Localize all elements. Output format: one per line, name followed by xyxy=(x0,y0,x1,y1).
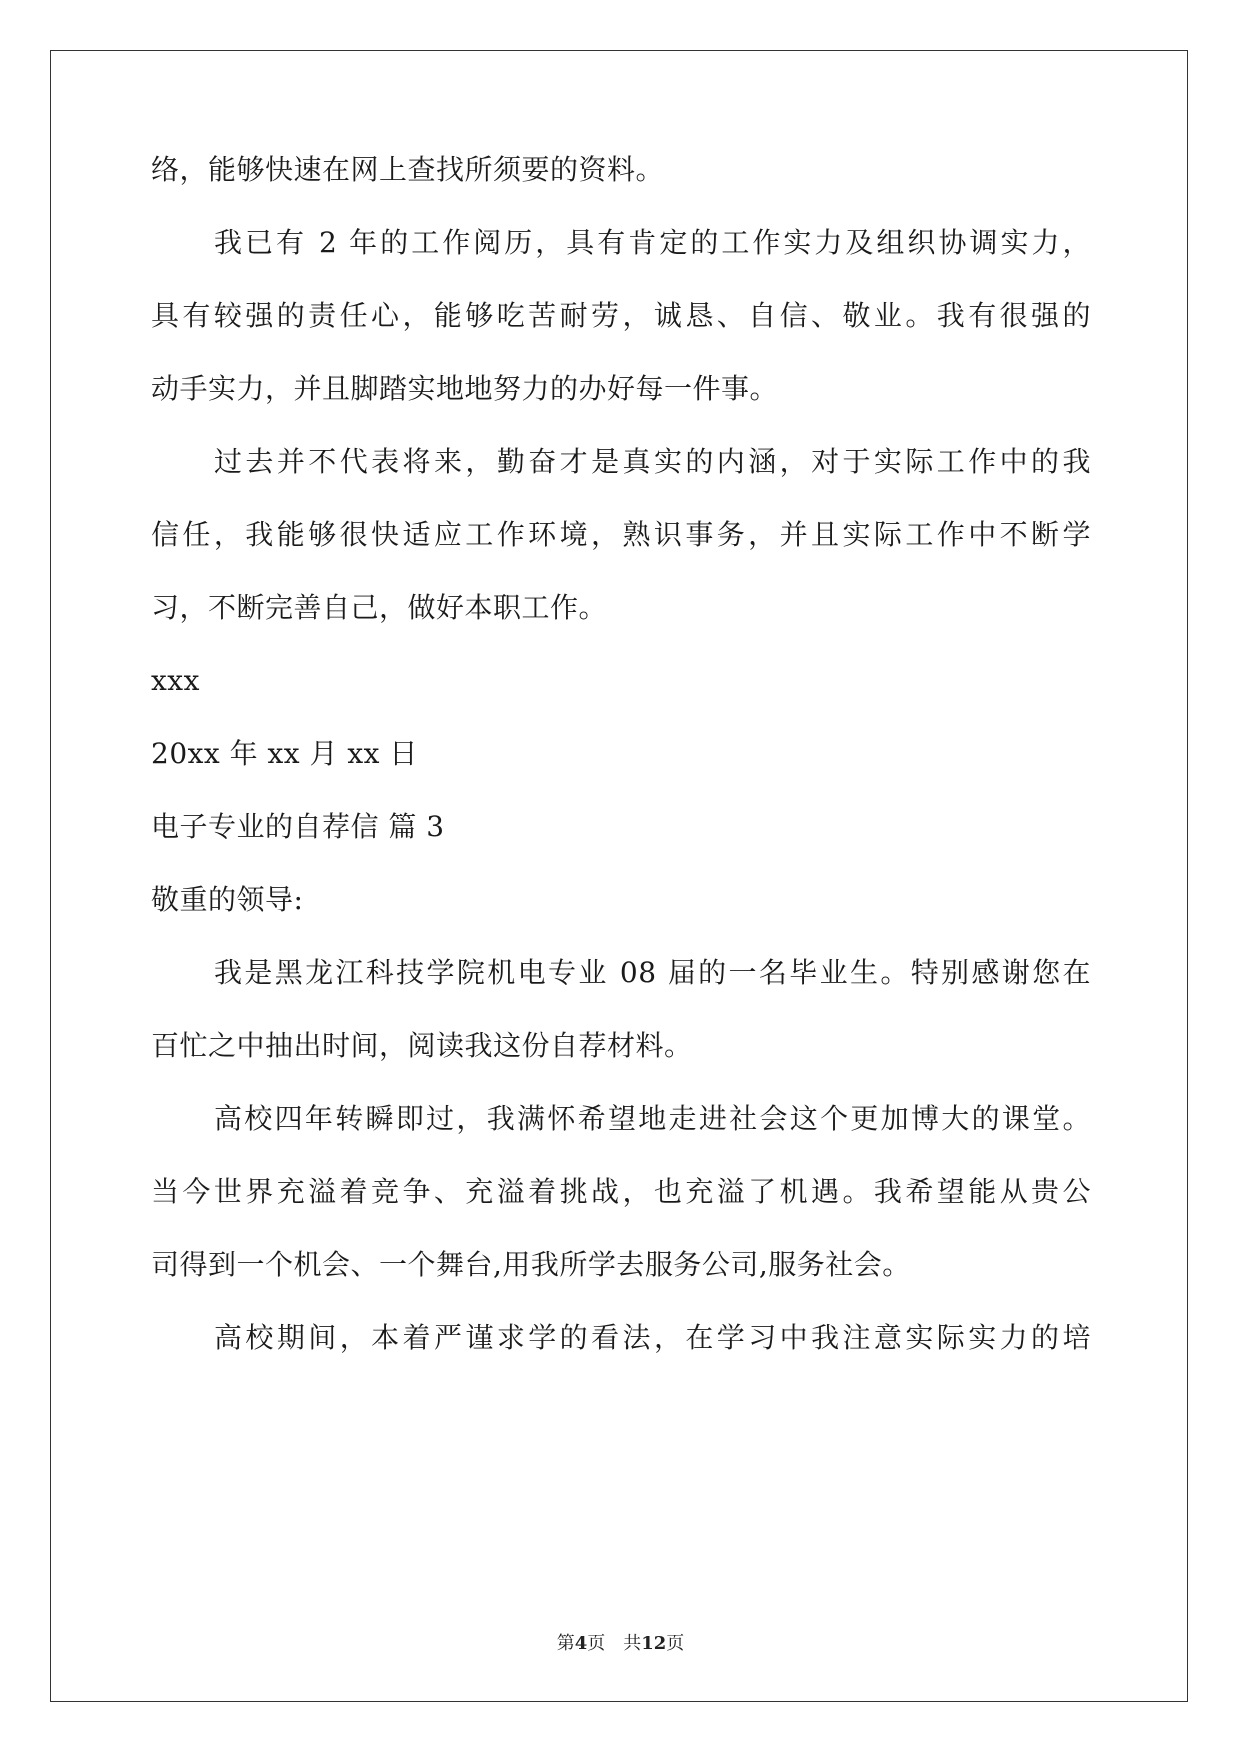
text-line: 百忙之中抽出时间，阅读我这份自荐材料。 xyxy=(151,1029,693,1062)
total-suffix: 页 xyxy=(666,1633,685,1654)
section-title: 电子专业的自荐信 篇 3 xyxy=(151,810,445,843)
page-number: 4 xyxy=(574,1633,588,1654)
text-line: 当今世界充溢着竞争、充溢着挑战，也充溢了机遇。我希望能从贵公 xyxy=(151,1175,1091,1208)
page-footer xyxy=(0,1632,1241,1656)
page-total: 12 xyxy=(641,1633,667,1654)
total-prefix: 共 xyxy=(623,1633,642,1654)
salutation: 敬重的领导: xyxy=(151,883,304,916)
text-line: 络，能够快速在网上查找所须要的资料。 xyxy=(151,153,665,186)
signature-date: 20xx 年 xx 月 xx 日 xyxy=(151,737,418,770)
text-line: 司得到一个机会、一个舞台,用我所学去服务公司,服务社会。 xyxy=(151,1248,911,1281)
paragraph-start-line: 我是黑龙江科技学院机电专业 08 届的一名毕业生。特别感谢您在 xyxy=(214,956,1091,989)
page-prefix: 第 xyxy=(556,1633,575,1654)
paragraph-start-line: 过去并不代表将来，勤奋才是真实的内涵，对于实际工作中的我 xyxy=(214,445,1091,478)
text-line: 信任，我能够很快适应工作环境，熟识事务，并且实际工作中不断学 xyxy=(151,518,1091,551)
text-line: 习，不断完善自己，做好本职工作。 xyxy=(151,591,608,624)
paragraph-start-line: 我已有 2 年的工作阅历，具有肯定的工作实力及组织协调实力， xyxy=(214,226,1091,259)
paragraph-start-line: 高校四年转瞬即过，我满怀希望地走进社会这个更加博大的课堂。 xyxy=(214,1102,1091,1135)
page-suffix: 页 xyxy=(587,1633,606,1654)
text-line: 具有较强的责任心，能够吃苦耐劳，诚恳、自信、敬业。我有很强的 xyxy=(151,299,1091,332)
paragraph-start-line: 高校期间，本着严谨求学的看法，在学习中我注意实际实力的培 xyxy=(214,1321,1091,1354)
signature-name: xxx xyxy=(151,664,200,697)
text-line: 动手实力，并且脚踏实地地努力的办好每一件事。 xyxy=(151,372,779,405)
